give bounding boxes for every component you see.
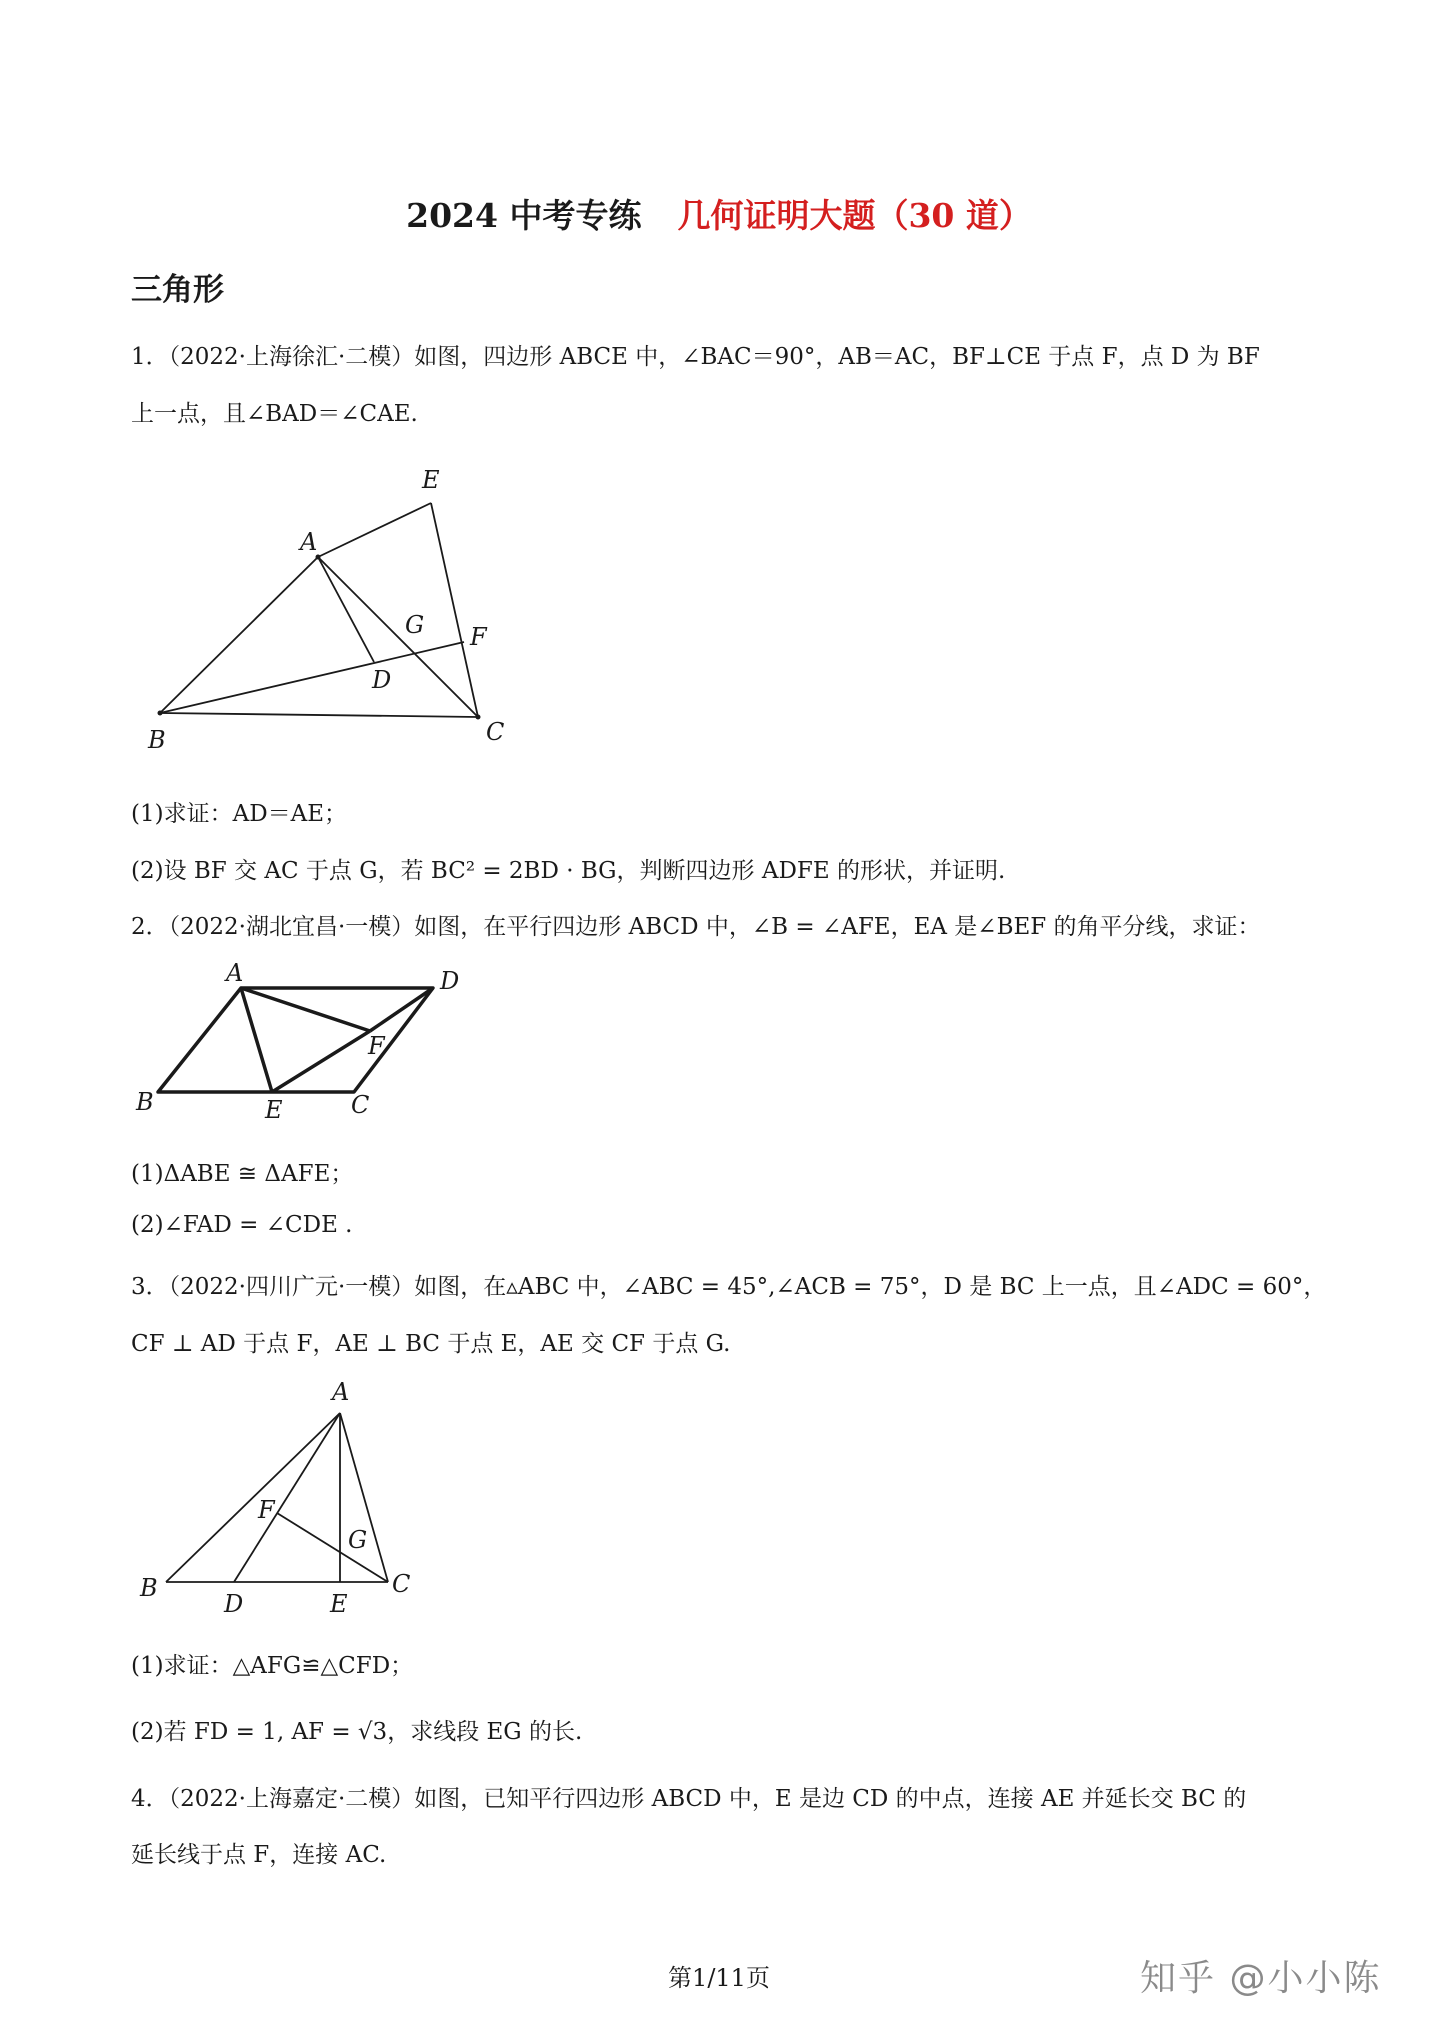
q2-label-E: E <box>265 1096 283 1124</box>
q1-label-B: B <box>148 726 166 754</box>
q2-label-C: C <box>351 1091 370 1119</box>
q3-label-A: A <box>332 1378 350 1406</box>
q3-label-B: B <box>140 1574 158 1602</box>
q3-label-E: E <box>330 1590 348 1618</box>
q2-label-D: D <box>440 967 460 995</box>
q1-line1: 1．（2022·上海徐汇·二模）如图，四边形 ABCE 中，∠BAC＝90°，AB＝AC，BF⊥CE 于点 F，点 D 为 BF <box>131 344 1260 370</box>
q1-part2: (2)设 BF 交 AC 于点 G，若 BC² = 2BD · BG，判断四边形 ADFE 的形状，并证明. <box>131 858 1006 884</box>
q4-line1: 4．（2022·上海嘉定·二模）如图，已知平行四边形 ABCD 中，E 是边 CD 的中点，连接 AE 并延长交 BC 的 <box>131 1786 1247 1812</box>
q3-label-G: G <box>348 1526 368 1554</box>
q2-line1: 2．（2022·湖北宜昌·一模）如图，在平行四边形 ABCD 中，∠B = ∠AFE，EA 是∠BEF 的角平分线，求证： <box>131 914 1261 940</box>
title-left: 2024 中考专练 <box>406 196 642 235</box>
q3-part1: (1)求证：△AFG≌△CFD； <box>131 1653 414 1679</box>
q3-line1: 3．（2022·四川广元·一模）如图，在▵ABC 中，∠ABC = 45°,∠ACB = 75°，D 是 BC 上一点，且∠ADC = 60°， <box>131 1274 1327 1300</box>
q1-part1: (1)求证：AD＝AE； <box>131 801 348 827</box>
q1-label-A: A <box>300 528 318 556</box>
q3-part2: (2)若 FD = 1, AF = √3，求线段 EG 的长. <box>131 1719 583 1745</box>
q1-line2: 上一点，且∠BAD＝∠CAE. <box>131 401 418 427</box>
watermark: 知乎 @小小陈 <box>1140 1958 1382 1999</box>
page-number: 第1/11页 <box>668 1964 770 1992</box>
q1-label-G: G <box>405 611 425 639</box>
section-heading: 三角形 <box>131 272 224 308</box>
q3-line2: CF ⊥ AD 于点 F，AE ⊥ BC 于点 E，AE 交 CF 于点 G. <box>131 1331 731 1357</box>
q2-part1: (1)ΔABE ≅ ΔAFE； <box>131 1161 354 1187</box>
title-right: 几何证明大题（30 道） <box>677 196 1032 235</box>
q1-label-C: C <box>486 718 505 746</box>
q1-label-E: E <box>422 466 440 494</box>
q3-seg-BA <box>166 1413 340 1582</box>
q4-line2: 延长线于点 F，连接 AC. <box>131 1842 387 1868</box>
q3-label-C: C <box>392 1570 411 1598</box>
q1-label-F: F <box>470 623 487 651</box>
q1-label-D: D <box>372 666 392 694</box>
q3-label-D: D <box>224 1590 244 1618</box>
q2-part2: (2)∠FAD = ∠CDE . <box>131 1212 353 1238</box>
q3-label-F: F <box>258 1496 275 1524</box>
q2-label-A: A <box>226 959 244 987</box>
q2-label-B: B <box>136 1088 154 1116</box>
q3-seg-AD <box>234 1413 340 1582</box>
q2-label-F: F <box>368 1032 385 1060</box>
